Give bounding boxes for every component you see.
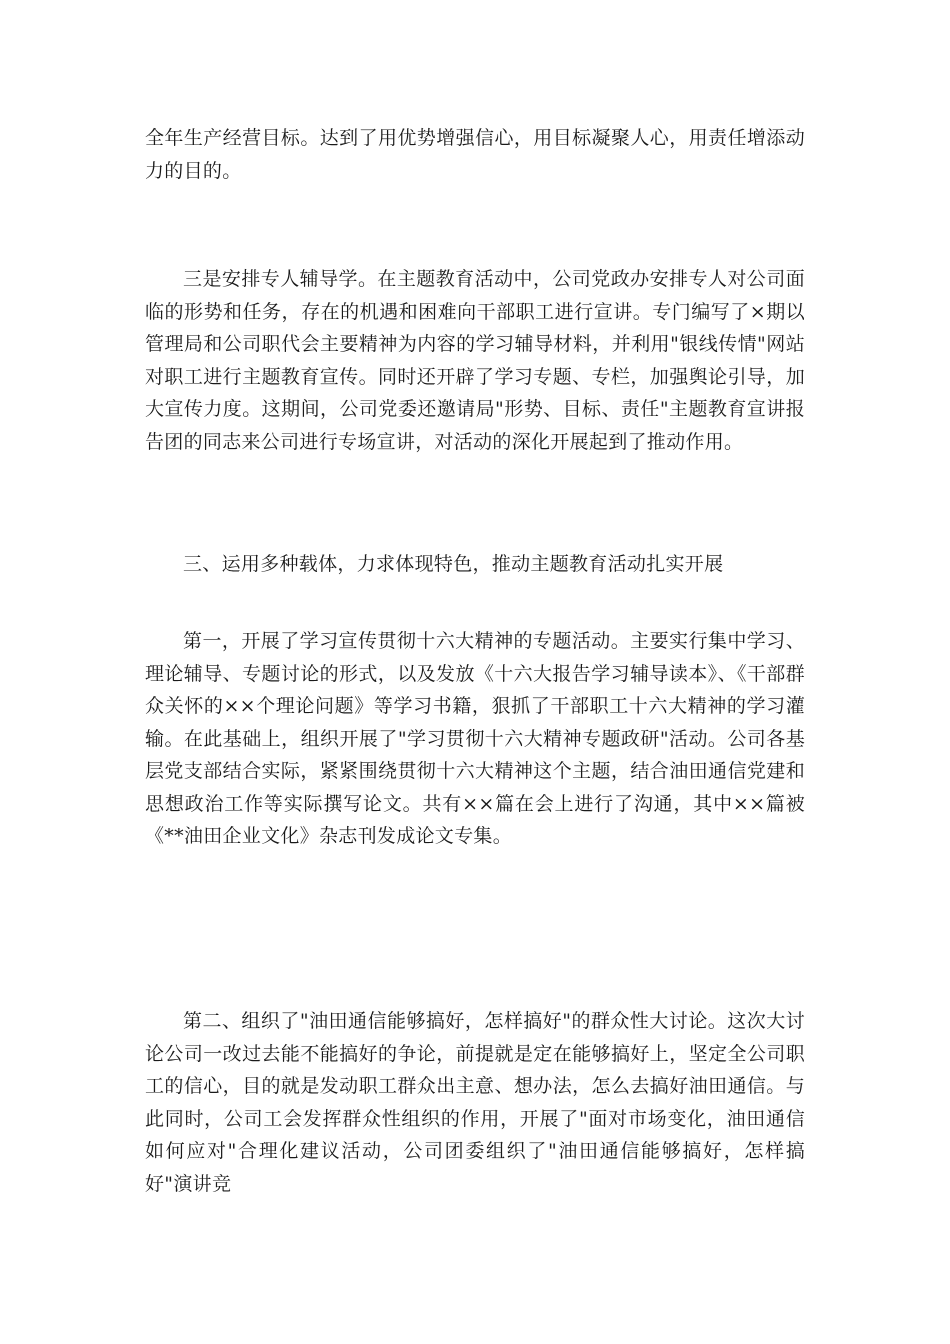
- paragraph-specialist-tutoring: 三是安排专人辅导学。在主题教育活动中，公司党政办安排专人对公司面临的形势和任务，存在的机遇和困难向干部职工进行宣讲。专门编写了×期以管理局和公司职代会主要精神为内容的学习辅导材料，并利用"银线传情"网站对职工进行主题教育宣传。同时还开辟了学习专题、专栏，加强舆论引导，加大宣传力度。这期间，公司党委还邀请局"形势、目标、责任"主题教育宣讲报告团的同志来公司进行专场宣讲，对活动的深化开展起到了推动作用。: [145, 268, 805, 453]
- section-heading: 三、运用多种载体，力求体现特色，推动主题教育活动扎实开展: [183, 553, 724, 575]
- paragraph-first-activity: 第一，开展了学习宣传贯彻十六大精神的专题活动。主要实行集中学习、理论辅导、专题讨论的形式，以及发放《十六大报告学习辅导读本》、《干部群众关怀的××个理论问题》等学习书籍，狠抓了干部职工十六大精神的学习灌输。在此基础上，组织开展了"学习贯彻十六大精神专题政研"活动。公司各基层党支部结合实际，紧紧围绕贯彻十六大精神这个主题，结合油田通信党建和思想政治工作等实际撰写论文。共有××篇在会上进行了沟通，其中××篇被《**油田企业文化》杂志刊发成论文专集。: [145, 630, 805, 847]
- paragraph-second-activity: 第二、组织了"油田通信能够搞好，怎样搞好"的群众性大讨论。这次大讨论公司一改过去能不能搞好的争论，前提就是定在能够搞好上，坚定全公司职工的信心，目的就是发动职工群众出主意、想办法，怎么去搞好油田通信。与此同时，公司工会发挥群众性组织的作用，开展了"面对市场变化，油田通信如何应对"合理化建议活动，公司团委组织了"油田通信能够搞好，怎样搞好"演讲竞: [145, 1010, 805, 1195]
- paragraph-continuation: 全年生产经营目标。达到了用优势增强信心，用目标凝聚人心，用责任增添动力的目的。: [145, 127, 805, 182]
